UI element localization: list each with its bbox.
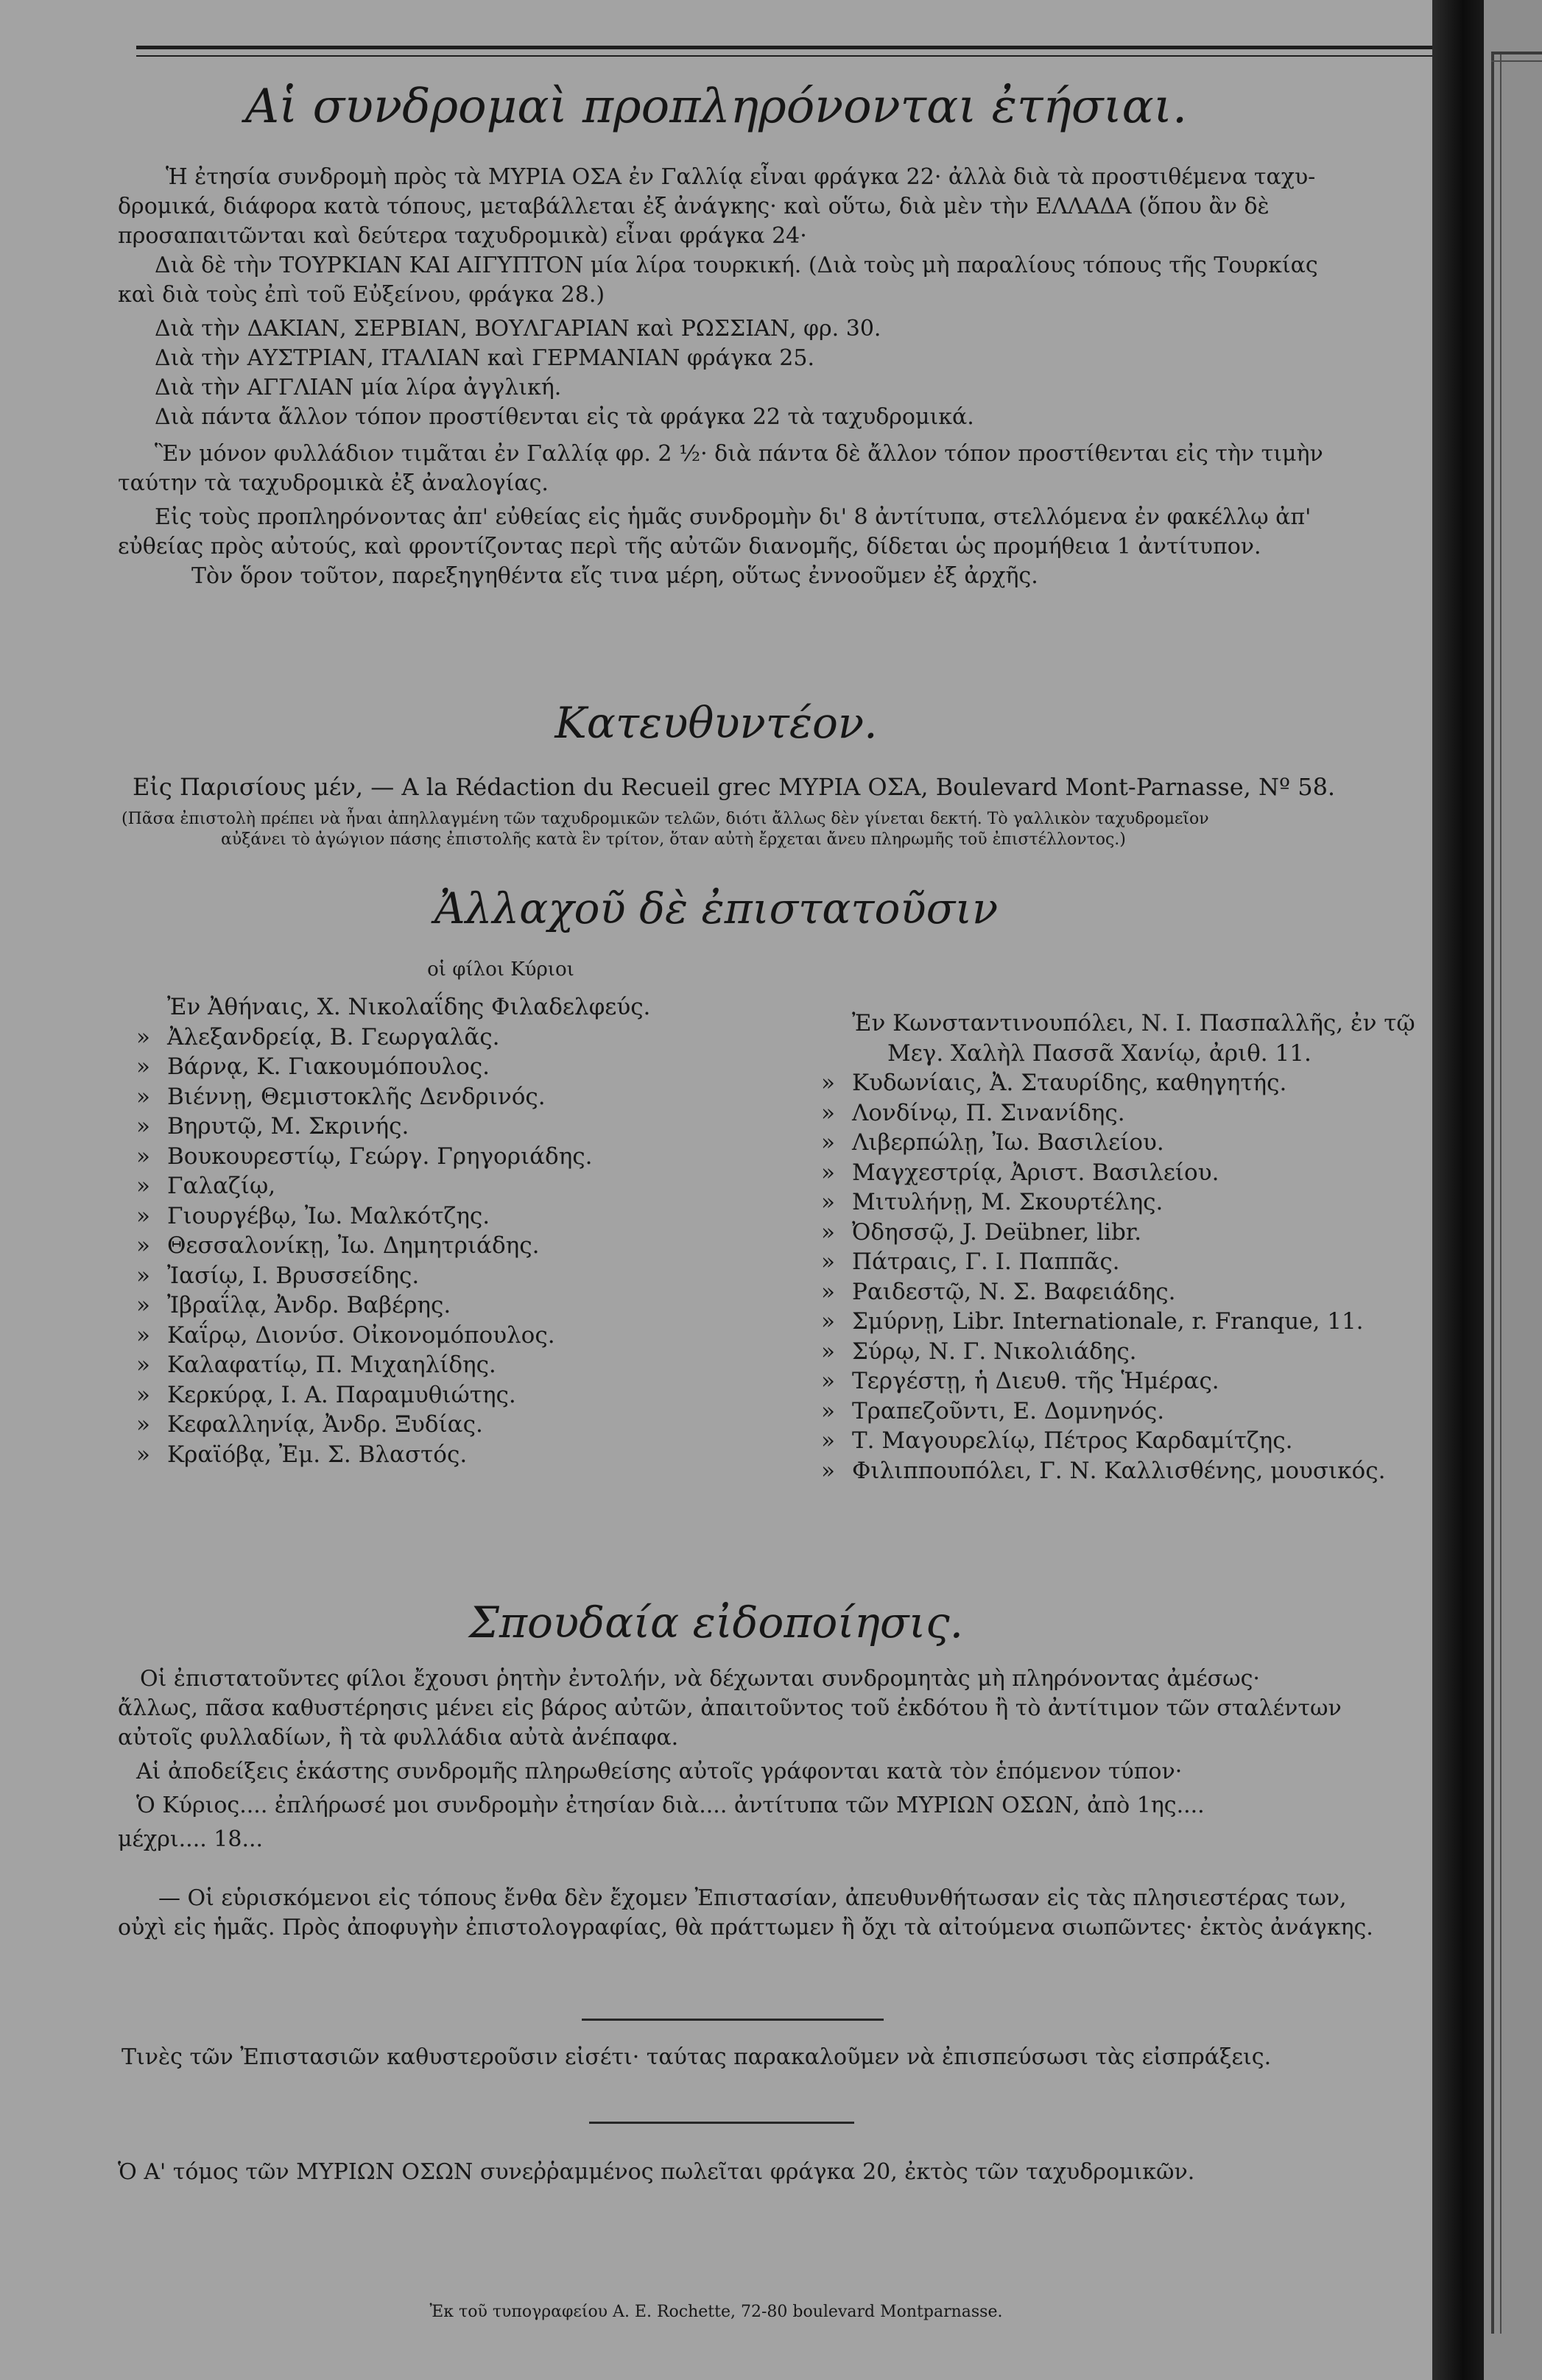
subscription-line: προσαπαιτῶνται καὶ δεύτερα ταχυδρομικὰ) εἶναι φράγκα 24· [118,223,807,249]
list-item: » Σμύρνῃ, Libr. Internationale, r. Franque, 11. [821,1308,1364,1335]
subscription-line: Διὰ τὴν ΔΑΚΙΑΝ, ΣΕΡΒΙΑΝ, ΒΟΥΛΓΑΡΙΑΝ καὶ ΡΩΣΣΙΑΝ, φρ. 30. [155,316,881,342]
list-item: » Βουκουρεστίῳ, Γεώργ. Γρηγοριάδης. [136,1143,593,1170]
list-item: » Κυδωνίαις, Ἀ. Σταυρίδης, καθηγητής. [821,1070,1287,1096]
subscription-line: Ἓν μόνον φυλλάδιον τιμᾶται ἐν Γαλλίᾳ φρ. 2 ½· διὰ πάντα δὲ ἄλλον τόπον προστίθενται εἰς τὴν τιμὴν [155,441,1323,467]
list-item: » Ἰβραΐλᾳ, Ἀνδρ. Βαβέρης. [136,1292,451,1318]
notice-heading: Σπουδαία εἰδοποίησις. [468,1597,964,1648]
list-item: » Κραϊόβᾳ, Ἐμ. Σ. Βλαστός. [136,1441,468,1468]
late-notice: Τινὲς τῶν Ἐπιστασιῶν καθυστεροῦσιν εἰσέτι· ταύτας παρακαλοῦμεν νὰ ἐπισπεύσωσι τὰς εἰσπράξεις. [122,2044,1272,2070]
list-item: » Λιβερπώλῃ, Ἰω. Βασιλείου. [821,1129,1164,1156]
divider [589,2122,854,2124]
subscription-line: καὶ διὰ τοὺς ἐπὶ τοῦ Εὐξείνου, φράγκα 28.) [118,282,605,308]
subscription-line: Διὰ πάντα ἄλλον τόπον προστίθενται εἰς τὰ φράγκα 22 τὰ ταχυδρομικά. [155,404,974,430]
notice-line: Αἱ ἀποδείξεις ἑκάστης συνδρομῆς πληρωθείσης αὐτοῖς γράφονται κατὰ τὸν ἑπόμενον τύπον· [136,1759,1183,1784]
list-item: » Ὀδησσῷ, J. Deübner, libr. [821,1218,1142,1246]
agents-heading: Ἀλλαχοῦ δὲ ἐπιστατοῦσιν [434,883,999,933]
list-item: » Θεσσαλονίκῃ, Ἰω. Δημητριάδης. [136,1232,540,1259]
list-item: » Πάτραις, Γ. Ι. Παππᾶς. [821,1249,1120,1275]
subscription-line: Εἰς τοὺς προπληρόνοντας ἀπ' εὐθείας εἰς ἡμᾶς συνδρομὴν δι' 8 ἀντίτυπα, στελλόμενα ἐν φακέλλῳ ἀπ' [155,504,1312,530]
list-item: » Σύρῳ, Ν. Γ. Νικολιάδης. [821,1338,1137,1365]
subscription-line: Ἡ ἐτησία συνδρομὴ πρὸς τὰ ΜΥΡΙΑ ΟΣΑ ἐν Γαλλίᾳ εἶναι φράγκα 22· ἀλλὰ διὰ τὰ προστιθέμενα ταχυ- [166,164,1316,190]
list-item: » Φιλιππουπόλει, Γ. Ν. Καλλισθένης, μουσικός. [821,1457,1386,1484]
address-note: (Πᾶσα ἐπιστολὴ πρέπει νὰ ἦναι ἀπηλλαγμένη τῶν ταχυδρομικῶν τελῶν, διότι ἄλλως δὲν γίνεται δεκτή. Τὸ γαλλικὸν ταχυδρομεῖον [122,810,1209,828]
notice-line: Οἱ ἐπιστατοῦντες φίλοι ἔχουσι ῥητὴν ἐντολήν, νὰ δέχωνται συνδρομητὰς μὴ πληρόνοντας ἀμέσως· [140,1666,1260,1692]
list-item: » Μαγχεστρίᾳ, Ἀριστ. Βασιλείου. [821,1159,1219,1186]
agents-list-left [136,992,650,1469]
volume-notice: Ὁ Α' τόμος τῶν ΜΥΡΙΩΝ ΟΣΩΝ συνεῤῥαμμένος πωλεῖται φράγκα 20, ἐκτὸς τῶν ταχυδρομικῶν. [118,2159,1195,2185]
notice-line: ἄλλως, πᾶσα καθυστέρησις μένει εἰς βάρος αὐτῶν, ἀπαιτοῦντος τοῦ ἐκδότου ἢ τὸ ἀντίτιμον τῶν σταλέντων [118,1695,1342,1721]
address-line: Εἰς Παρισίους μέν, — A la Rédaction du Recueil grec ΜΥΡΙΑ ΟΣΑ, Boulevard Mont-Parnasse, Nº 58. [133,773,1336,801]
subscription-line: Τὸν ὅρον τοῦτον, παρεξηγηθέντα εἴς τινα μέρη, οὕτως ἐννοοῦμεν ἐξ ἀρχῆς. [191,563,1038,589]
list-item: » Τεργέστῃ, ἡ Διευθ. τῆς Ἡμέρας. [821,1368,1219,1394]
list-item: » Ραιδεστῷ, Ν. Σ. Βαφειάδης. [821,1278,1176,1305]
list-item: » Κερκύρᾳ, Ι. Α. Παραμυθιώτης. [136,1381,516,1408]
list-item: Μεγ. Χαλὴλ Πασσᾶ Χανίῳ, ἀριθ. 11. [887,1039,1312,1067]
list-item: » Κεφαλληνίᾳ, Ἀνδρ. Ξυδίας. [136,1411,483,1438]
subscription-line: εὐθείας πρὸς αὐτούς, καὶ φροντίζοντας περὶ τῆς αὐτῶν διανομῆς, δίδεται ὡς προμήθεια 1 ἀντίτυπον. [118,534,1261,559]
list-item: » Γιουργέβῳ, Ἰω. Μαλκότζης. [136,1202,490,1229]
advice-line: — Οἱ εὑρισκόμενοι εἰς τόπους ἔνθα δὲν ἔχομεν Ἐπιστασίαν, ἀπευθυνθήτωσαν εἰς τὰς πλησιεστέρας των, [158,1885,1347,1911]
subscription-line: Διὰ τὴν ΑΥΣΤΡΙΑΝ, ΙΤΑΛΙΑΝ καὶ ΓΕΡΜΑΝΙΑΝ φράγκα 25. [155,345,815,371]
list-item: » Τραπεζοῦντι, Ε. Δομνηνός. [821,1397,1165,1424]
adjacent-page-edge [1484,0,1542,2380]
list-item: » Γαλαζίῳ, [136,1173,276,1199]
divider [582,2019,884,2021]
printer-line: Ἐκ τοῦ τυπογραφείου A. E. Rochette, 72-80 boulevard Montparnasse. [429,2303,1003,2321]
list-item: » Ἀλεξανδρείᾳ, Β. Γεωργαλᾶς. [136,1023,500,1050]
notice-line: μέχρι.... 18... [118,1826,264,1852]
advice-line: οὐχὶ εἰς ἡμᾶς. Πρὸς ἀποφυγὴν ἐπιστολογραφίας, θὰ πράττωμεν ἢ ὄχι τὰ αἰτούμενα σιωπῶντες· ἐκτὸς ἀνάγκης. [118,1915,1373,1941]
list-item: » Μιτυλήνῃ, Μ. Σκουρτέλης. [821,1189,1163,1215]
list-item: » Καΐρῳ, Διονύσ. Οἰκονομόπουλος. [136,1321,555,1349]
agents-subheading: οἱ φίλοι Κύριοι [427,958,574,981]
list-item: » Βάρνᾳ, Κ. Γιακουμόπουλος. [136,1053,490,1080]
list-item: » Λονδίνῳ, Π. Σινανίδης. [821,1099,1125,1126]
book-spine [1432,0,1484,2380]
address-note: αὐξάνει τὸ ἀγώγιον πάσης ἐπιστολῆς κατὰ ἓν τρίτον, ὅταν αὐτὴ ἔρχεται ἄνευ πληρωμῆς τοῦ ἐπιστέλλοντος.) [221,830,1126,849]
title-heading: Αἱ συνδρομαὶ προπληρόνονται ἐτήσιαι. [244,80,1188,134]
agents-list-right [821,1009,1415,1486]
list-item: » Ἰασίῳ, Ι. Βρυσσείδης. [136,1262,420,1289]
subscription-line: ταύτην τὰ ταχυδρομικὰ ἐξ ἀναλογίας. [118,470,549,496]
list-item: Ἐν Κωνσταντινουπόλει, Ν. Ι. Πασπαλλῆς, ἐν τῷ [852,1010,1415,1037]
top-rule [136,46,1432,49]
list-item: » Καλαφατίῳ, Π. Μιχαηλίδης. [136,1352,496,1378]
subscription-line: Διὰ δὲ τὴν ΤΟΥΡΚΙΑΝ ΚΑΙ ΑΙΓΥΠΤΟΝ μία λίρα τουρκική. (Διὰ τοὺς μὴ παραλίους τόπους τῆς Τουρκίας [155,253,1318,278]
list-item: » Βηρυτῷ, Μ. Σκρινής. [136,1113,409,1140]
subscription-line: δρομικά, διάφορα κατὰ τόπους, μεταβάλλεται ἐξ ἀνάγκης· καὶ οὕτω, διὰ μὲν τὴν ΕΛΛΑΔΑ (ὅπου ἂν δὲ [118,194,1270,219]
list-item: Ἐν Ἀθήναις, Χ. Νικολαΐδης Φιλαδελφεύς. [167,994,651,1020]
list-item: » Τ. Μαγουρελίῳ, Πέτρος Καρδαμίτζης. [821,1427,1293,1454]
subscription-line: Διὰ τὴν ΑΓΓΛΙΑΝ μία λίρα ἀγγλική. [155,375,562,400]
top-rule-thin [136,55,1432,57]
list-item: » Βιέννῃ, Θεμιστοκλῆς Δενδρινός. [136,1083,546,1110]
notice-line: αὐτοῖς φυλλαδίων, ἢ τὰ φυλλάδια αὐτὰ ἀνέπαφα. [118,1725,679,1751]
notice-line: Ὁ Κύριος.... ἐπλήρωσέ μοι συνδρομὴν ἐτησίαν διὰ.... ἀντίτυπα τῶν ΜΥΡΙΩΝ ΟΣΩΝ, ἀπὸ 1ης.... [136,1793,1205,1818]
address-heading: Κατευθυντέον. [555,698,878,748]
